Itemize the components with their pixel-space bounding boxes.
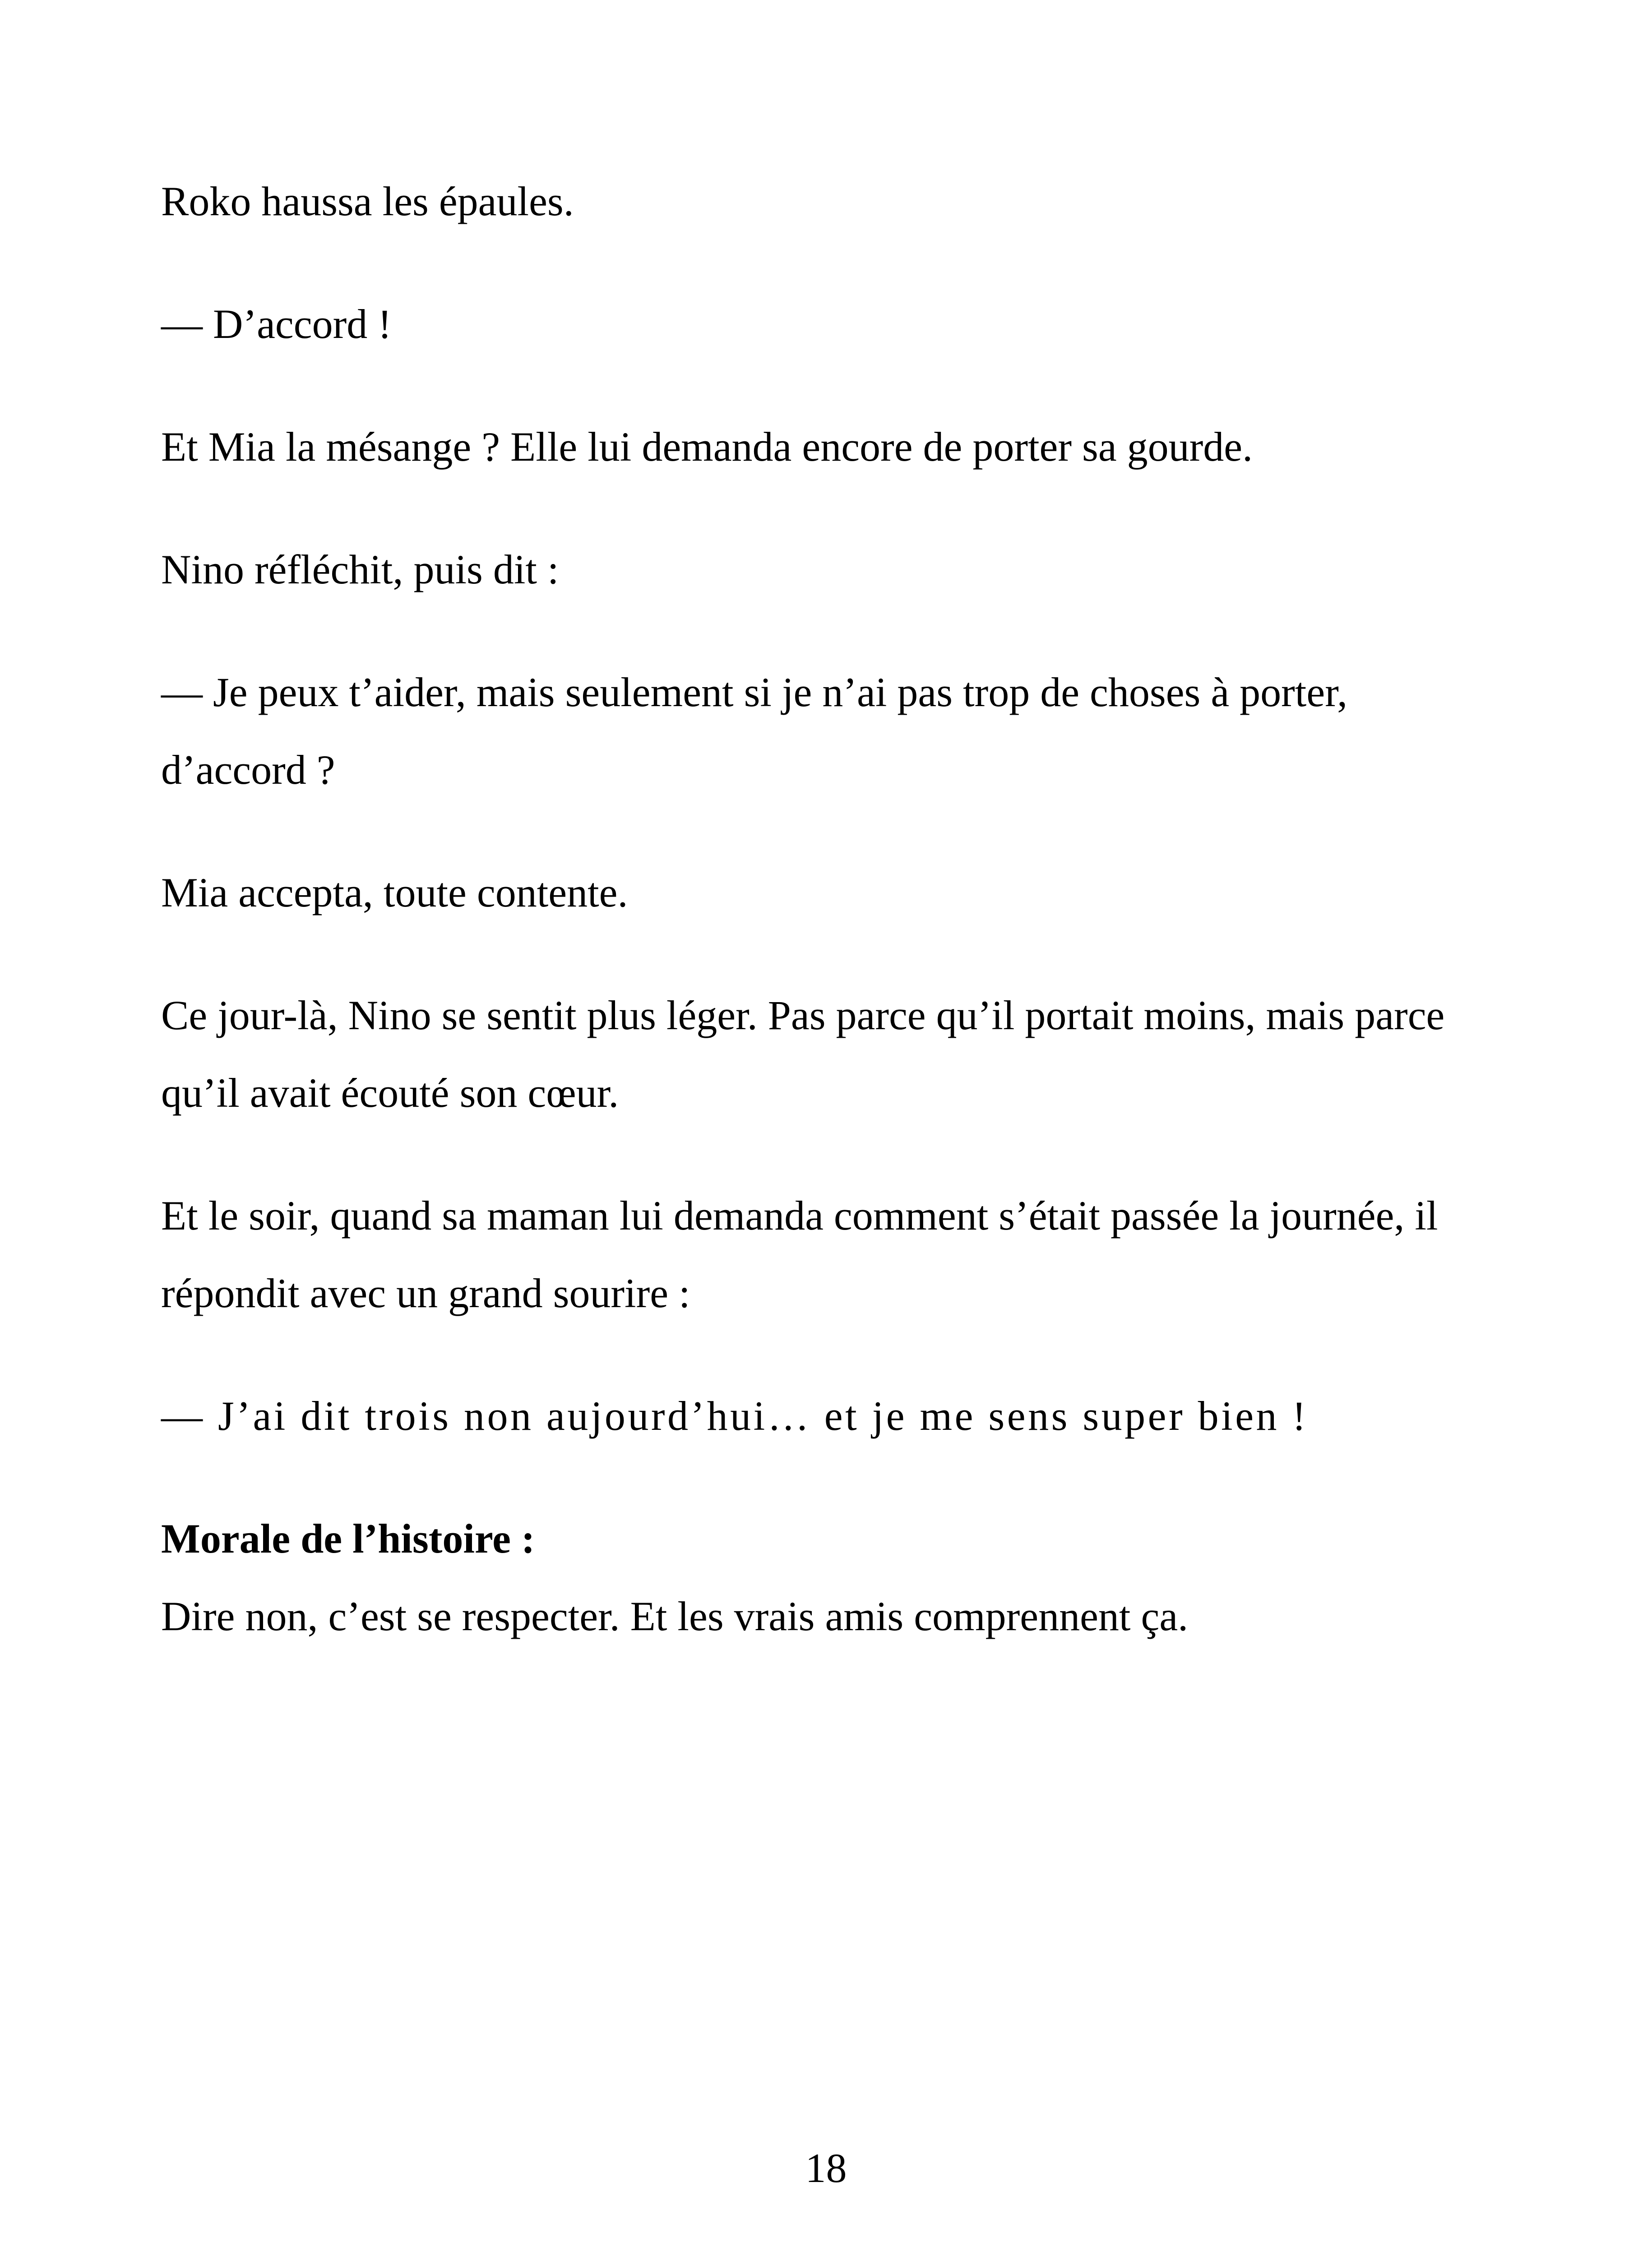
paragraph: Et le soir, quand sa maman lui demanda comment s’était passée la journée, il répondit avec un grand sourire : xyxy=(161,1193,1438,1316)
paragraph: Et Mia la mésange ? Elle lui demanda encore de porter sa gourde. xyxy=(161,424,1253,470)
dialogue-line: — Je peux t’aider, mais seulement si je n’ai pas trop de choses à porter, d’accord ? xyxy=(161,669,1348,793)
story-text xyxy=(161,162,1497,1655)
paragraph: Mia accepta, toute contente. xyxy=(161,869,628,915)
moral-title: Morale de l’histoire : xyxy=(161,1516,535,1562)
paragraph: Ce jour-là, Nino se sentit plus léger. Pas parce qu’il portait moins, mais parce qu’il avait écouté son cœur. xyxy=(161,992,1445,1116)
page-number: 18 xyxy=(805,2145,847,2191)
dialogue-line: — D’accord ! xyxy=(161,301,392,347)
moral-section xyxy=(161,1500,1497,1655)
paragraph: Roko haussa les épaules. xyxy=(161,178,574,224)
paragraph: Nino réfléchit, puis dit : xyxy=(161,546,559,592)
dialogue-line: — J’ai dit trois non aujourd’hui… et je me sens super bien ! xyxy=(161,1393,1309,1439)
moral-text: Dire non, c’est se respecter. Et les vrais amis comprennent ça. xyxy=(161,1593,1189,1639)
